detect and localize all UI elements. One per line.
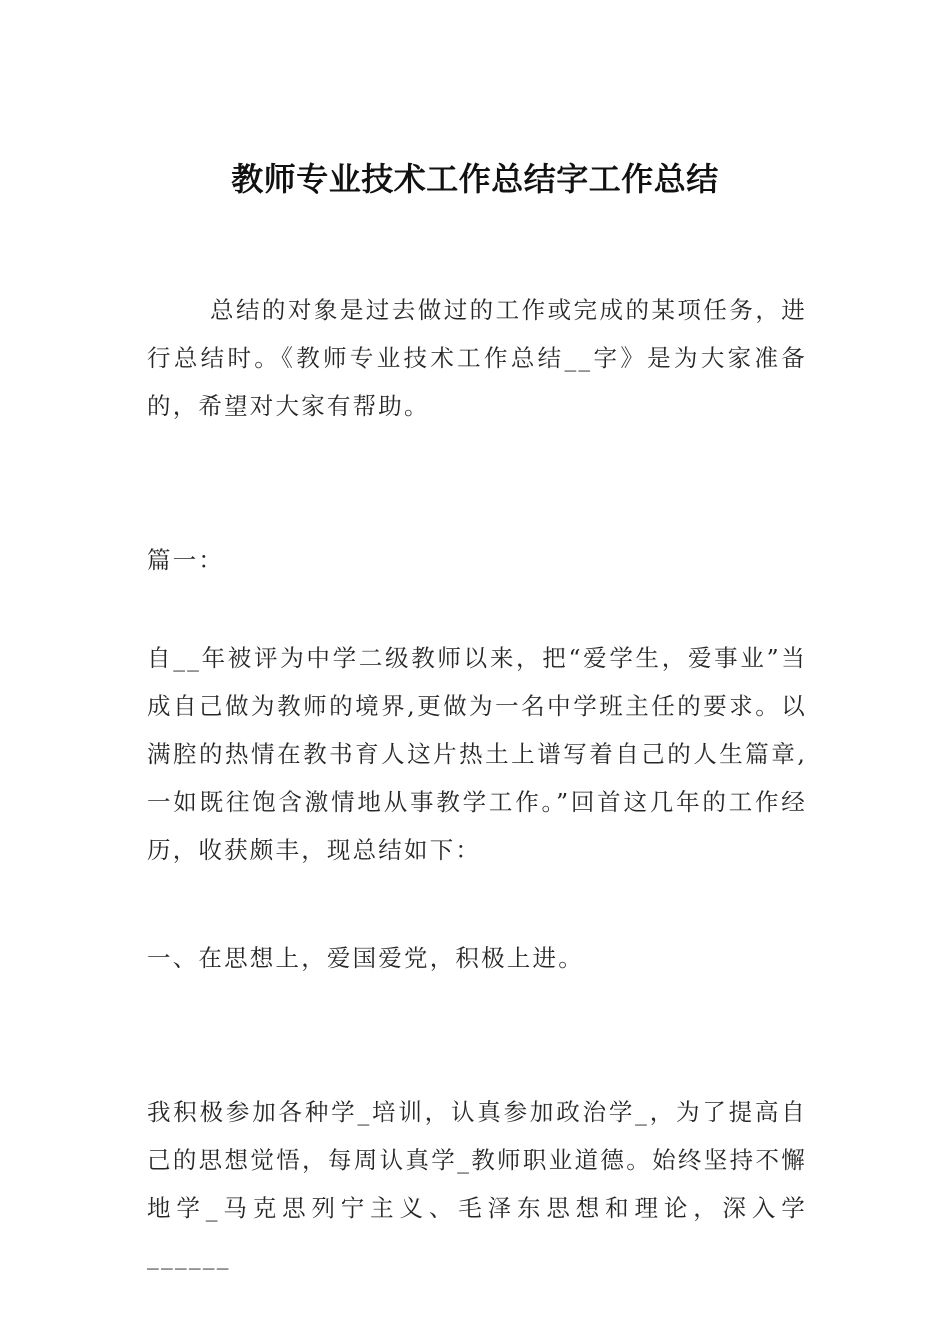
document-title: 教师专业技术工作总结字工作总结 bbox=[231, 160, 719, 198]
section-heading-part-one: 篇一： bbox=[147, 546, 225, 574]
section-heading-ideology: 一、在思想上，爱国爱党，积极上进。 bbox=[147, 944, 584, 972]
body-paragraph: 自__年被评为中学二级教师以来，把“爱学生，爱事业”当成自己做为教师的境界,更做为一名中学班主任的要求。以满腔的热情在教书育人这片热土上谱写着自己的人生篇章,一如既往饱含激情地从事教学工作。”回首这几年的工作经历，收获颇丰，现总结如下： bbox=[147, 644, 807, 864]
body-paragraph: 我积极参加各种学_培训，认真参加政治学_，为了提高自己的思想觉悟，每周认真学_教师职业道德。始终坚持不懈地学_马克思列宁主义、毛泽东思想和理论，深入学______ bbox=[147, 1098, 807, 1270]
intro-paragraph: 总结的对象是过去做过的工作或完成的某项任务，进行总结时。《教师专业技术工作总结__字》是为大家准备的，希望对大家有帮助。 bbox=[147, 296, 807, 420]
